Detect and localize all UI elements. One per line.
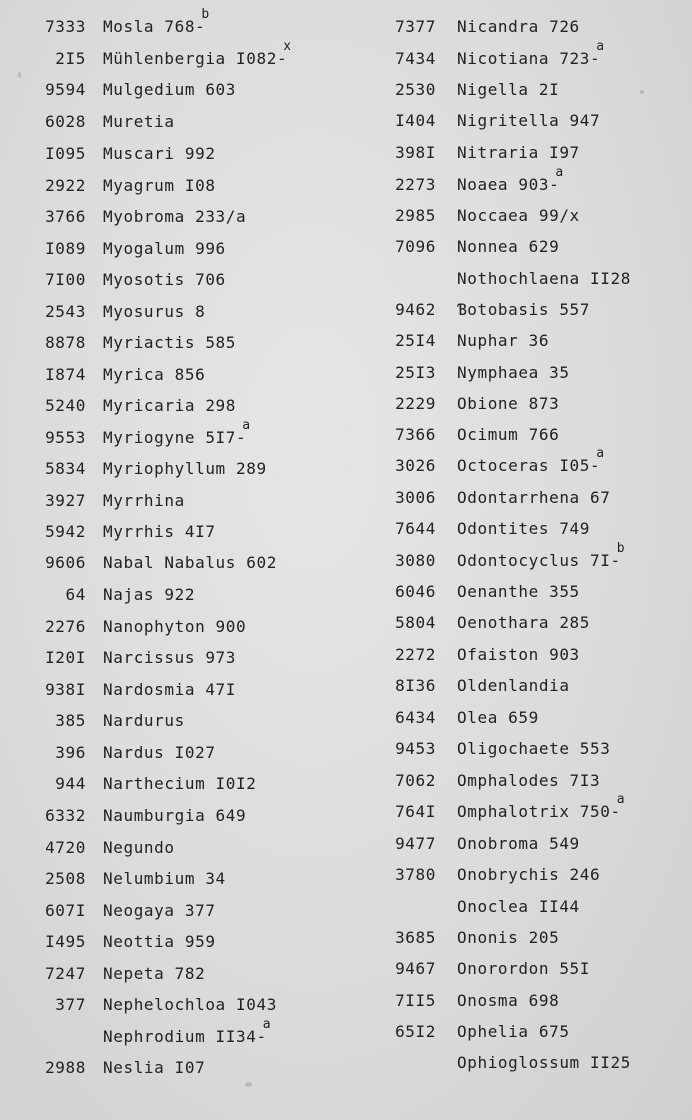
- genus-entry-text: Myriophyllum 289: [103, 459, 267, 478]
- index-number: 3080: [395, 551, 436, 570]
- genus-entry: [457, 326, 549, 356]
- genus-entry-text: Myogalum 996: [103, 239, 226, 258]
- genus-entry-text: Nardosmia 47I: [103, 680, 237, 699]
- genus-entry-text: Nicotiana 723-: [457, 49, 601, 68]
- index-number: 9453: [395, 739, 436, 758]
- genus-entry-text: Onosma 698: [457, 991, 560, 1010]
- index-number: 2985: [395, 206, 436, 225]
- genus-entry: [103, 959, 205, 989]
- genus-entry: [103, 769, 257, 799]
- index-number: 5804: [395, 613, 436, 632]
- index-number: 9594: [45, 80, 86, 99]
- genus-entry-text: Nephelochloa I043: [103, 995, 277, 1014]
- index-number: 7096: [395, 237, 436, 256]
- genus-entry: [457, 703, 539, 733]
- genus-entry: [103, 7, 210, 44]
- genus-entry-text: Muretia: [103, 112, 175, 131]
- index-number: 396: [55, 743, 86, 762]
- index-number: 6434: [395, 708, 436, 727]
- index-number: I20I: [45, 648, 86, 667]
- index-number: 7I00: [45, 270, 86, 289]
- genus-entry: [103, 202, 246, 232]
- genus-entry-text: Noccaea 99/x: [457, 206, 580, 225]
- genus-entry: [103, 234, 226, 264]
- genus-entry-text: Noaea 903-: [457, 175, 560, 194]
- index-number: 64: [65, 585, 86, 604]
- index-number: 25I3: [395, 363, 436, 382]
- genus-entry: [103, 548, 277, 578]
- genus-entry-text: Narcissus 973: [103, 648, 237, 667]
- index-number: 8I36: [395, 676, 436, 695]
- index-number: 6332: [45, 806, 86, 825]
- index-number: 764I: [395, 802, 436, 821]
- genus-entry-text: Myagrum I08: [103, 176, 216, 195]
- genus-entry-text: Nelumbium 34: [103, 869, 226, 888]
- superscript-mark: a: [596, 446, 605, 461]
- genus-entry-text: Nicandra 726: [457, 17, 580, 36]
- genus-entry-text: Oligochaete 553: [457, 739, 611, 758]
- index-number: 7062: [395, 771, 436, 790]
- superscript-mark: a: [616, 792, 626, 807]
- genus-entry: [457, 201, 580, 231]
- genus-entry: [457, 986, 559, 1016]
- index-number: 2543: [45, 302, 86, 321]
- ink-smudge: [18, 72, 21, 78]
- genus-entry-text: Nothochlaena II28: [457, 269, 631, 288]
- genus-entry-text: Nonnea 629: [457, 237, 560, 256]
- genus-entry: [457, 577, 580, 607]
- genus-entry: [457, 514, 590, 544]
- genus-entry-text: Myosotis 706: [103, 270, 226, 289]
- index-number: 2I5: [55, 49, 86, 68]
- genus-entry: [103, 580, 195, 610]
- index-number: I089: [45, 239, 86, 258]
- genus-entry: [103, 39, 292, 76]
- genus-entry-text: Ocimum 766: [457, 425, 560, 444]
- index-number: I404: [395, 111, 436, 130]
- genus-entry: [457, 829, 580, 859]
- genus-entry-text: Myrica 856: [103, 365, 206, 384]
- index-number: 2272: [395, 645, 436, 664]
- genus-entry: [457, 446, 605, 483]
- genus-entry: [103, 418, 251, 455]
- index-number: 385: [55, 711, 86, 730]
- genus-entry-text: Neottia 959: [103, 932, 216, 951]
- genus-entry: [103, 75, 236, 105]
- genus-entry: [457, 892, 580, 922]
- genus-entry: [103, 1017, 272, 1054]
- genus-entry: [457, 734, 611, 764]
- genus-entry: [103, 297, 205, 327]
- index-number: 398I: [395, 143, 436, 162]
- genus-entry: [457, 792, 626, 829]
- genus-entry-text: Mulgedium 603: [103, 80, 237, 99]
- index-number: 3927: [45, 491, 86, 510]
- genus-entry: [457, 39, 605, 76]
- superscript-mark: a: [242, 418, 251, 433]
- genus-entry-text: Nigritella 947: [457, 111, 601, 130]
- genus-entry: [457, 12, 580, 42]
- index-number: 9553: [45, 428, 86, 447]
- genus-entry: [457, 295, 590, 325]
- index-number: 9467: [395, 959, 436, 978]
- genus-entry-text: Najas 922: [103, 585, 196, 604]
- index-number: 25I4: [395, 331, 436, 350]
- index-number: 7434: [395, 49, 436, 68]
- genus-entry: [457, 1048, 631, 1078]
- genus-entry: [457, 954, 590, 984]
- genus-entry: [457, 138, 580, 168]
- superscript-mark: a: [596, 39, 605, 54]
- ink-smudge: [640, 90, 644, 94]
- genus-entry: [103, 486, 185, 516]
- genus-entry-text: Mühlenbergia I082-: [103, 49, 288, 68]
- genus-entry-text: Onobroma 549: [457, 834, 580, 853]
- genus-entry: [457, 483, 611, 513]
- genus-entry-text: Ofaiston 903: [457, 645, 580, 664]
- genus-entry-text: Myobroma 233/a: [103, 207, 247, 226]
- index-number: 3780: [395, 865, 436, 884]
- genus-entry: [103, 896, 216, 926]
- superscript-mark: b: [201, 7, 210, 22]
- genus-entry-text: Neogaya 377: [103, 901, 216, 920]
- genus-entry: [103, 360, 205, 390]
- index-number: 7333: [45, 17, 86, 36]
- genus-entry-text: Mosla 768-: [103, 17, 206, 36]
- genus-entry: [103, 833, 175, 863]
- genus-entry-text: Odontites 749: [457, 519, 591, 538]
- index-number: 377: [55, 995, 86, 1014]
- index-number: 2508: [45, 869, 86, 888]
- genus-entry-text: Onoclea II44: [457, 897, 580, 916]
- index-number: 65I2: [395, 1022, 436, 1041]
- genus-entry-text: Myriactis 585: [103, 333, 237, 352]
- genus-entry: [457, 923, 559, 953]
- genus-entry: [457, 264, 631, 294]
- genus-entry: [103, 990, 277, 1020]
- genus-entry-text: Odontarrhena 67: [457, 488, 611, 507]
- index-number: 9477: [395, 834, 436, 853]
- genus-entry-text: Myosurus 8: [103, 302, 206, 321]
- genus-entry-text: Olea 659: [457, 708, 539, 727]
- genus-entry: [457, 106, 600, 136]
- genus-entry: [103, 738, 216, 768]
- index-number: 7247: [45, 964, 86, 983]
- genus-entry: [103, 927, 216, 957]
- index-number: 7377: [395, 17, 436, 36]
- genus-entry-text: Myrrhis 4I7: [103, 522, 216, 541]
- genus-entry: [103, 454, 267, 484]
- genus-entry: [103, 643, 236, 673]
- genus-entry: [457, 165, 564, 202]
- genus-entry: [457, 75, 559, 105]
- index-number: 5942: [45, 522, 86, 541]
- index-number: 9462: [395, 300, 436, 319]
- genus-entry-text: Nephrodium II34-: [103, 1027, 267, 1046]
- genus-entry-text: Oenanthe 355: [457, 582, 580, 601]
- genus-entry: [103, 328, 236, 358]
- index-number: 3006: [395, 488, 436, 507]
- genus-entry-text: Oenothara 285: [457, 613, 591, 632]
- genus-entry: [457, 671, 570, 701]
- genus-entry: [457, 766, 600, 796]
- genus-entry-text: Obione 873: [457, 394, 560, 413]
- genus-entry-text: Narthecium I0I2: [103, 774, 257, 793]
- genus-entry: [457, 608, 590, 638]
- genus-entry-text: Omphalodes 7I3: [457, 771, 601, 790]
- genus-entry-text: Muscari 992: [103, 144, 216, 163]
- genus-entry-text: Nardurus: [103, 711, 185, 730]
- genus-entry-text: Odontocyclus 7I-: [457, 551, 621, 570]
- genus-entry-text: Nuphar 36: [457, 331, 550, 350]
- genus-entry-text: Neslia I07: [103, 1058, 206, 1077]
- index-number: 2988: [45, 1058, 86, 1077]
- genus-entry-text: Oldenlandia: [457, 676, 570, 695]
- index-number: 5240: [45, 396, 86, 415]
- genus-entry: [103, 706, 185, 736]
- genus-entry-text: Myriogyne 5I7-: [103, 428, 247, 447]
- index-number: 2276: [45, 617, 86, 636]
- index-number: 7644: [395, 519, 436, 538]
- genus-entry-text: Myrrhina: [103, 491, 185, 510]
- genus-entry: [103, 612, 246, 642]
- genus-entry: [457, 358, 570, 388]
- genus-entry: [457, 640, 580, 670]
- genus-entry-text: Nigella 2I: [457, 80, 560, 99]
- genus-entry-text: Ophelia 675: [457, 1022, 570, 1041]
- genus-entry: [103, 517, 216, 547]
- genus-entry: [103, 107, 175, 137]
- index-number: 3766: [45, 207, 86, 226]
- index-number: I495: [45, 932, 86, 951]
- genus-entry-text: Nanophyton 900: [103, 617, 247, 636]
- genus-entry-text: Onobrychis 246: [457, 865, 601, 884]
- genus-entry-text: Nabal Nabalus 602: [103, 553, 277, 572]
- ink-smudge: [245, 1082, 252, 1087]
- genus-entry-text: Negundo: [103, 838, 175, 857]
- index-number: 3026: [395, 456, 436, 475]
- index-number: I095: [45, 144, 86, 163]
- genus-entry: [103, 864, 226, 894]
- index-number: 7II5: [395, 991, 436, 1010]
- genus-entry-text: Nepeta 782: [103, 964, 206, 983]
- index-number: 7366: [395, 425, 436, 444]
- genus-entry-text: Myricaria 298: [103, 396, 237, 415]
- genus-entry: [457, 232, 559, 262]
- index-number: 944: [55, 774, 86, 793]
- genus-entry: [103, 1053, 205, 1083]
- genus-entry: [103, 801, 246, 831]
- genus-entry-text: Ononis 205: [457, 928, 560, 947]
- index-number: 6028: [45, 112, 86, 131]
- index-number: 6046: [395, 582, 436, 601]
- index-number: I874: [45, 365, 86, 384]
- superscript-mark: x: [283, 39, 292, 54]
- genus-entry: [457, 860, 600, 890]
- genus-entry-text: Onorordon 55I: [457, 959, 591, 978]
- index-number: 4720: [45, 838, 86, 857]
- genus-entry: [103, 139, 216, 169]
- index-number: 2922: [45, 176, 86, 195]
- genus-entry: [103, 675, 236, 705]
- superscript-mark: a: [262, 1017, 272, 1032]
- index-number: 9606: [45, 553, 86, 572]
- genus-entry: [103, 265, 226, 295]
- genus-entry-text: Naumburgia 649: [103, 806, 247, 825]
- genus-entry-text: Ophioglossum II25: [457, 1053, 631, 1072]
- genus-entry-text: Omphalotrix 750-: [457, 802, 621, 821]
- index-number: 2229: [395, 394, 436, 413]
- index-number: 607I: [45, 901, 86, 920]
- genus-entry-text: Ɓotobasis 557: [457, 300, 591, 319]
- genus-entry-text: Nitraria I97: [457, 143, 580, 162]
- superscript-mark: b: [616, 541, 626, 556]
- genus-entry: [457, 420, 559, 450]
- index-number: 2273: [395, 175, 436, 194]
- genus-entry: [103, 171, 216, 201]
- genus-entry: [457, 541, 626, 578]
- index-number: 8878: [45, 333, 86, 352]
- index-number: 3685: [395, 928, 436, 947]
- genus-entry: [457, 389, 559, 419]
- genus-entry: [457, 1017, 570, 1047]
- superscript-mark: a: [555, 165, 564, 180]
- index-number: 5834: [45, 459, 86, 478]
- index-number: 938I: [45, 680, 86, 699]
- genus-entry-text: Nardus I027: [103, 743, 216, 762]
- genus-entry: [103, 391, 236, 421]
- genus-entry-text: Octoceras I05-: [457, 456, 601, 475]
- genus-entry-text: Nymphaea 35: [457, 363, 570, 382]
- index-number: 2530: [395, 80, 436, 99]
